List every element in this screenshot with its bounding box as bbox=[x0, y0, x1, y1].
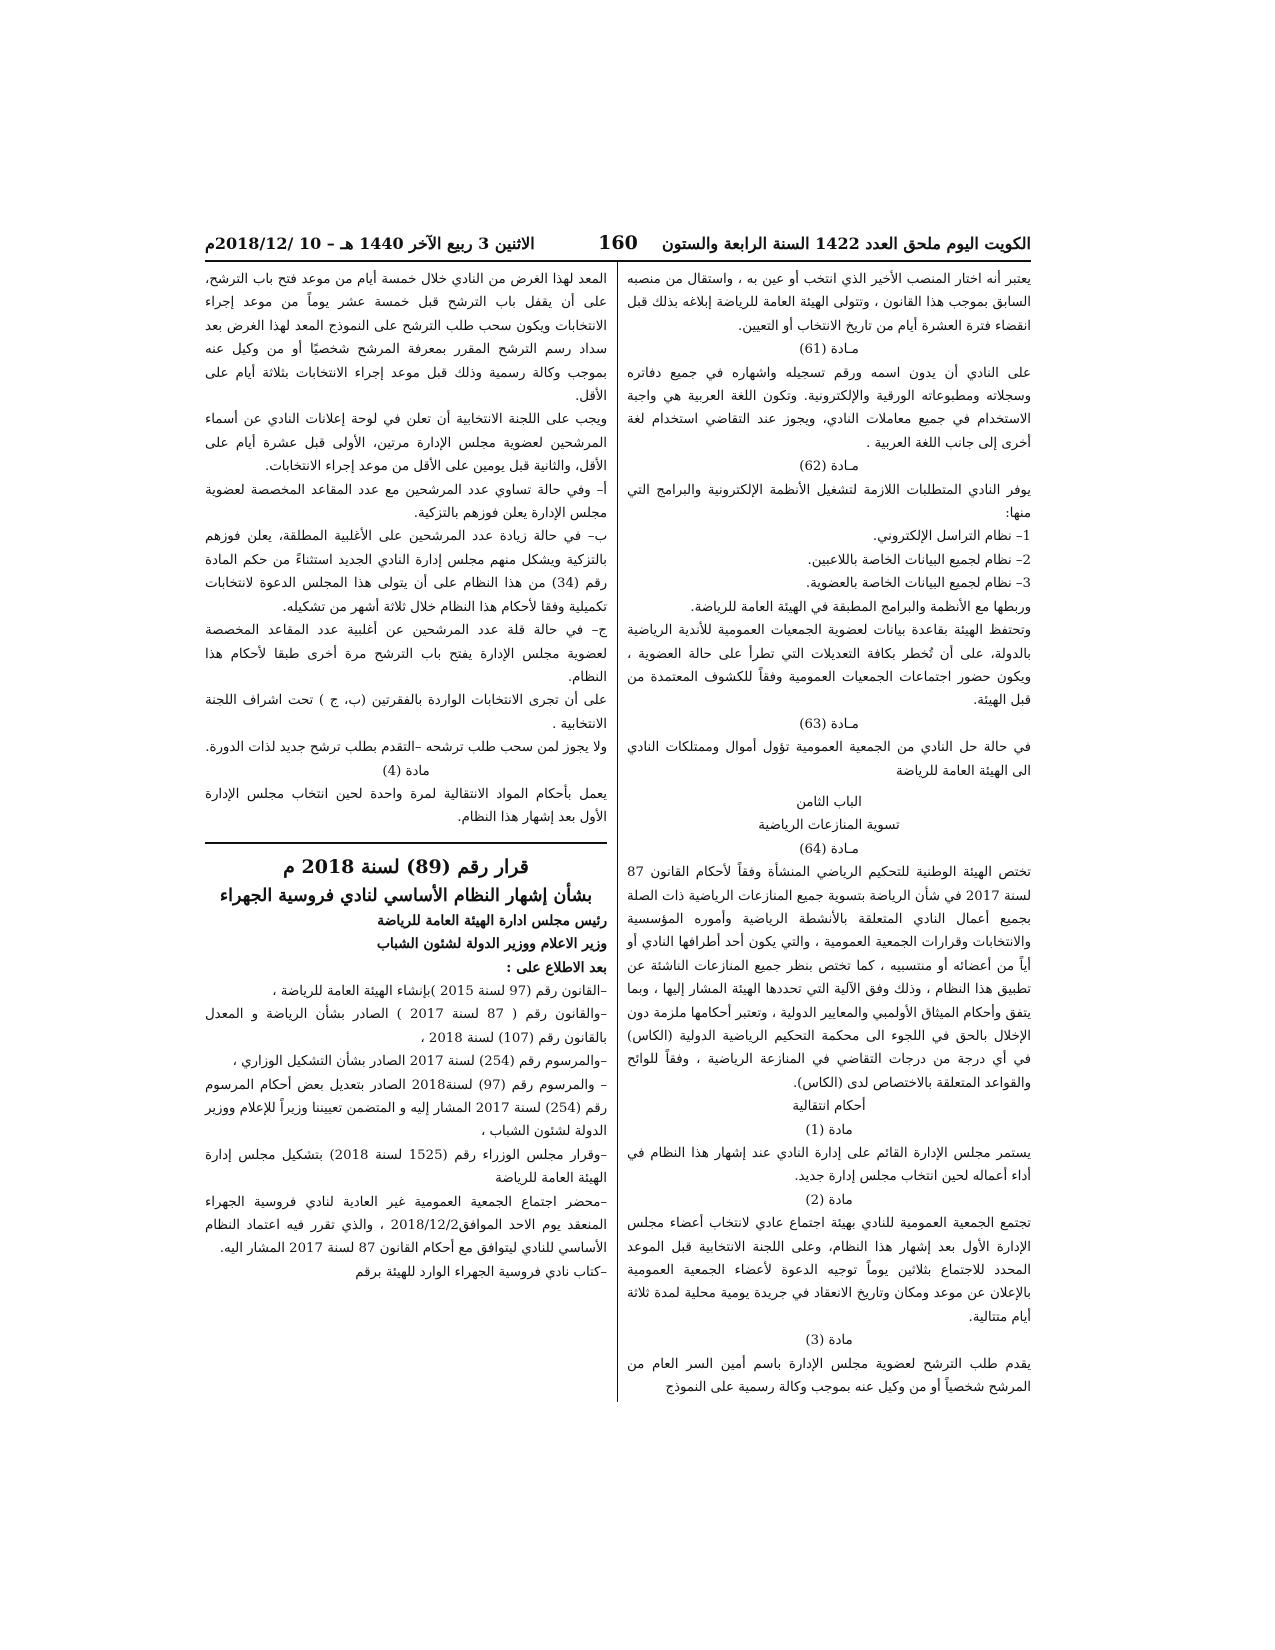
paragraph: تجتمع الجمعية العمومية للنادي بهيئة اجتماع عادي لانتخاب أعضاء مجلس الإدارة الأول بعد إشهار هذا النظام، وعلى اللجنة الانتخابية قبل الموعد المحدد للاجتماع بثلاثين يوماً توجيه الدعوة لأعضاء الجمعية العمومية بالإعلان عن موعد ومكان وتاريخ الانعقاد في جريدة يومية محلية لمدة ثلاثة أيام متتالية. bbox=[627, 1216, 1031, 1325]
review-heading: بعد الاطلاع على : bbox=[506, 959, 607, 976]
column-divider bbox=[617, 262, 618, 1402]
header-rule bbox=[205, 260, 1031, 262]
reference-item: – والمرسوم رقم (97) لسنة2018 الصادر بتعديل بعض أحكام المرسوم رقم (254) لسنة 2017 المشار إليه و المتضمن تعييننا وزيراً للإعلام ووزير الدولة لشئون الشباب ، bbox=[205, 1077, 607, 1140]
article-heading-62: مـادة (62) bbox=[799, 459, 859, 475]
article-heading-t1: مادة (1) bbox=[805, 1122, 853, 1138]
paragraph: ويجب على اللجنة الانتخابية أن تعلن في لوحة إعلانات النادي عن أسماء المرشحين لعضوية مجلس الإدارة مرتين، الأولى قبل عشرة أيام على الأقل، والثانية قبل يومين على الأقل من موعد إجراء الانتخابات. bbox=[205, 412, 607, 475]
right-column bbox=[627, 268, 1031, 1400]
page-number: 160 bbox=[598, 232, 638, 254]
article-heading-t4: مادة (4) bbox=[382, 763, 430, 779]
paragraph: يعمل بأحكام المواد الانتقالية لمرة واحدة لحين انتخاب مجلس الإدارة الأول بعد إشهار هذا النظام. bbox=[205, 786, 607, 826]
list-item: 1– نظام التراسل الإلكتروني. bbox=[872, 529, 1031, 545]
paragraph: يقدم طلب الترشح لعضوية مجلس الإدارة باسم أمين السر العام من المرشح شخصياً أو من وكيل عنه بموجب وكالة رسمية على النموذج bbox=[627, 1356, 1031, 1396]
issue-date: الاثنين 3 ربيع الآخر 1440 هـ – 10 /2018/12م bbox=[205, 234, 535, 253]
paragraph: على أن تجرى الانتخابات الواردة بالفقرتين (ب، ج ) تحت اشراف اللجنة الانتخابية . bbox=[205, 693, 607, 732]
reference-item: –كتاب نادي فروسية الجهراء الوارد للهيئة برقم bbox=[355, 1264, 607, 1280]
reference-item: –محضر اجتماع الجمعية العمومية غير العادية لنادي فروسية الجهراء المنعقد يوم الاحد الموافق2018/12/2 ، والذي تقرر فيه اعتماد النظام الأساسي للنادي ليتوافق مع أحكام القانون 87 لسنة 2017 المشار اليه. bbox=[205, 1194, 607, 1257]
reference-item: –والمرسوم رقم (254) لسنة 2017 الصادر بشأن التشكيل الوزاري ، bbox=[232, 1054, 607, 1070]
paragraph: وربطها مع الأنظمة والبرامج المطبقة في الهيئة العامة للرياضة. bbox=[690, 599, 1031, 615]
reference-item: –القانون رقم (97 لسنة 2015 )بإنشاء الهيئة العامة للرياضة ، bbox=[272, 983, 607, 999]
chapter-heading: الباب الثامن bbox=[796, 794, 862, 810]
transitional-heading: أحكام انتقالية bbox=[792, 1099, 866, 1115]
page-header bbox=[205, 232, 1031, 258]
article-heading-t2: مادة (2) bbox=[805, 1192, 853, 1208]
paragraph: يوفر النادي المتطلبات اللازمة لتشغيل الأنظمة الإلكترونية والبرامج التي منها: bbox=[627, 482, 1031, 522]
paragraph: وتحتفظ الهيئة بقاعدة بيانات لعضوية الجمعيات العمومية للأندية الرياضية بالدولة، على أن تُخطر بكافة التعديلات التي تطرأ على حالة العضوية ، ويكون حضور اجتماعات الجمعيات العمومية وفقاً للكشوف المعتمدة من قبل الهيئة. bbox=[627, 623, 1031, 709]
paragraph: ولا يجوز لمن سحب طلب ترشحه –التقدم بطلب ترشح جديد لذات الدورة. bbox=[205, 740, 607, 756]
decision-title: قرار رقم (89) لسنة 2018 م bbox=[283, 855, 529, 878]
article-heading-61: مـادة (61) bbox=[799, 342, 859, 358]
paragraph: في حالة حل النادي من الجمعية العمومية تؤول أموال وممتلكات النادي الى الهيئة العامة للرياضة bbox=[627, 740, 1031, 779]
paragraph: على النادي أن يدون اسمه ورقم تسجيله واشهاره في جميع دفاتره وسجلاته ومطبوعاته الورقية والإلكترونية. وتكون اللغة العربية هي واجبة الاستخدام في جميع معاملات النادي، ويجوز عند التقاضي استخدام لغة أخرى إلى جانب اللغة العربية . bbox=[627, 365, 1031, 451]
reference-item: –والقانون رقم ( 87 لسنة 2017 ) الصادر بشأن الرياضة و المعدل بالقانون رقم (107) لسنة 2018 ، bbox=[205, 1007, 607, 1046]
list-item: 2– نظام لجميع البيانات الخاصة باللاعبين. bbox=[807, 552, 1031, 568]
section-divider bbox=[205, 842, 607, 844]
paragraph: يستمر مجلس الإدارة القائم على إدارة النادي عند إشهار هذا النظام في أداء أعماله لحين انتخاب مجلس إدارة جديد. bbox=[627, 1146, 1031, 1185]
paragraph: المعد لهذا الغرض من النادي خلال خمسة أيام من موعد فتح باب الترشح، على أن يقفل باب الترشح قبل خمسة عشر يوماً من موعد إجراء الانتخابات ويكون سحب طلب الترشح على النموذج المعد لهذا الغرض بعد سداد رسم الترشح المقرر بمعرفة المرشح شخصيًا أو من وكيل عنه بموجب وكالة رسمية وذلك قبل موعد إجراء الانتخابات بثلاثة أيام على الأقل. bbox=[205, 272, 607, 405]
paragraph: ب– في حالة زيادة عدد المرشحين على الأغلبية المطلقة، يعلن فوزهم بالتزكية ويشكل منهم مجلس إدارة النادي الجديد استثناءً من حكم المادة رقم (34) من هذا النظام على أن يتولى هذا المجلس الدعوة لانتخابات تكميلية وفقا لأحكام هذا النظام خلال ثلاثة أشهر من تشكيله. bbox=[205, 529, 607, 615]
paragraph: ج– في حالة قلة عدد المرشحين عن أغلبية عدد المقاعد المخصصة لعضوية مجلس الإدارة يفتح باب الترشح مرة أخرى طبقا لأحكام هذا النظام. bbox=[205, 623, 607, 685]
issuer-line: وزير الاعلام ووزير الدولة لشئون الشباب bbox=[376, 936, 607, 953]
left-column bbox=[205, 268, 607, 1284]
paragraph: يعتبر أنه اختار المنصب الأخير الذي انتخب أو عين به ، واستقال من منصبه السابق بموجب هذا القانون ، وتتولى الهيئة العامة للرياضة إبلاغه بذلك قبل انقضاء فترة العشرة أيام من تاريخ الانتخاب أو التعيين. bbox=[627, 272, 1031, 334]
issuer-line: رئيس مجلس ادارة الهيئة العامة للرياضة bbox=[377, 912, 607, 929]
paragraph: أ– وفي حالة تساوي عدد المرشحين مع عدد المقاعد المخصصة لعضوية مجلس الإدارة يعلن فوزهم بالتزكية. bbox=[205, 482, 607, 522]
reference-item: –وقرار مجلس الوزراء رقم (1525 لسنة 2018) بتشكيل مجلس إدارة الهيئة العامة للرياضة bbox=[205, 1147, 607, 1187]
decision-subject: بشأن إشهار النظام الأساسي لنادي فروسية الجهراء bbox=[219, 885, 593, 906]
chapter-title: تسوية المنازعات الرياضية bbox=[758, 818, 900, 834]
paragraph: تختص الهيئة الوطنية للتحكيم الرياضي المنشأة وفقاً لأحكام القانون 87 لسنة 2017 في شأن الرياضة بتسوية جميع المنازعات الرياضية ذات الصلة بجميع أعمال النادي المتعلقة بالأنشطة الرياضية وأموره المؤسسية والانتخابات وقرارات الجمعية العمومية ، والتي يكون أحد أطرافها النادي أو أياً من أعضائه أو منتسبيه ، كما تختص بنظر جميع المنازعات الناشئة عن تطبيق هذا النظام ، وذلك وفق الآلية التي تحددها الهيئة المشار إليها ، وبما يتفق وأحكام الميثاق الأولمبي والمعايير الدولية ، وتعتبر أحكامها ملزمة دون الإخلال بالحق في اللجوء الى محكمة التحكيم الرياضية الدولية (الكاس) في أي درجة من درجات التقاضي في المنازعة الرياضية ، وفقاً للوائح والقواعد المتعلقة بالاختصاص لدى (الكاس). bbox=[627, 865, 1031, 1091]
article-heading-63: مـادة (63) bbox=[799, 716, 859, 732]
article-heading-t3: مادة (3) bbox=[805, 1333, 853, 1349]
gazette-title: الكويت اليوم ملحق العدد 1422 السنة الرابعة والستون bbox=[661, 234, 1031, 253]
article-heading-64: مـادة (64) bbox=[799, 841, 859, 857]
list-item: 3– نظام لجميع البيانات الخاصة بالعضوية. bbox=[805, 576, 1031, 592]
